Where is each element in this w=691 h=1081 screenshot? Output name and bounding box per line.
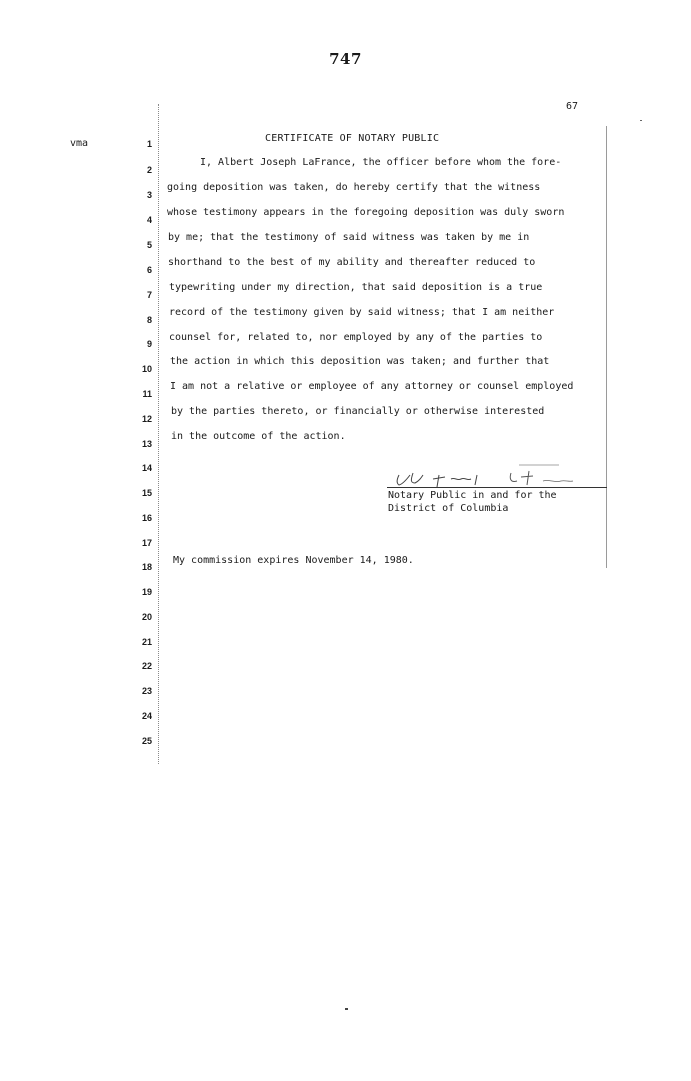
line-number: 3 [146,190,152,200]
body-line: going deposition was taken, do hereby certify that the witness [167,182,541,193]
line-number: 12 [141,414,152,424]
signature-stroke [543,480,573,481]
body-line: the action in which this deposition was taken; and further that [170,356,550,367]
body-line: record of the testimony given by said witness; that I am neither [169,307,555,318]
body-line: in the outcome of the action. [171,431,346,442]
signature-stroke [510,471,533,485]
left-margin-rule [158,104,159,764]
body-line: typewriting under my direction, that said deposition is a true [169,282,543,293]
line-number: 8 [146,315,152,325]
line-number: 11 [142,389,152,399]
line-number: 25 [141,736,152,746]
line-number: 7 [146,290,152,300]
signature-line [387,487,607,488]
line-number: 24 [141,711,152,721]
line-number: 21 [141,637,152,647]
scan-mark [345,1008,348,1010]
line-number: 17 [141,538,152,548]
line-number: 23 [141,686,152,696]
line-number: 15 [141,488,152,498]
line-number: 14 [141,463,152,473]
page-number-right: 67 [566,101,579,112]
line-number: 22 [141,661,152,671]
line-number: 9 [146,339,152,349]
body-line: whose testimony appears in the foregoing deposition was duly sworn [167,207,565,218]
line-number: 13 [141,439,152,449]
notary-title-line1: Notary Public in and for the [388,490,557,501]
line-number: 16 [141,513,152,523]
line-number: 1 [146,139,152,149]
reporter-initials: vma [70,138,89,149]
notary-title-line2: District of Columbia [388,503,509,514]
line-number: 2 [146,165,152,175]
signature-stroke [397,473,423,485]
line-number: 10 [141,364,152,374]
line-number: 20 [141,612,152,622]
body-line: by the parties thereto, or financially or otherwise interested [171,406,545,417]
page-number-top: 747 [329,50,362,68]
right-margin-rule [606,126,607,568]
body-line: I am not a relative or employee of any attorney or counsel employed [170,381,574,392]
line-number: 6 [146,265,152,275]
line-number: 18 [141,562,152,572]
body-line: by me; that the testimony of said witness was taken by me in [168,232,530,243]
line-number: 4 [146,215,152,225]
body-line: counsel for, related to, nor employed by any of the parties to [169,332,543,343]
body-line: shorthand to the best of my ability and thereafter reduced to [168,257,536,268]
line-number: 5 [146,240,152,250]
certificate-heading: CERTIFICATE OF NOTARY PUBLIC [265,133,440,144]
line-number: 19 [141,587,152,597]
signature-stroke [433,475,477,487]
commission-expiry: My commission expires November 14, 1980. [173,555,414,566]
body-line: I, Albert Joseph LaFrance, the officer before whom the fore- [200,157,562,168]
edge-tick [640,120,642,121]
